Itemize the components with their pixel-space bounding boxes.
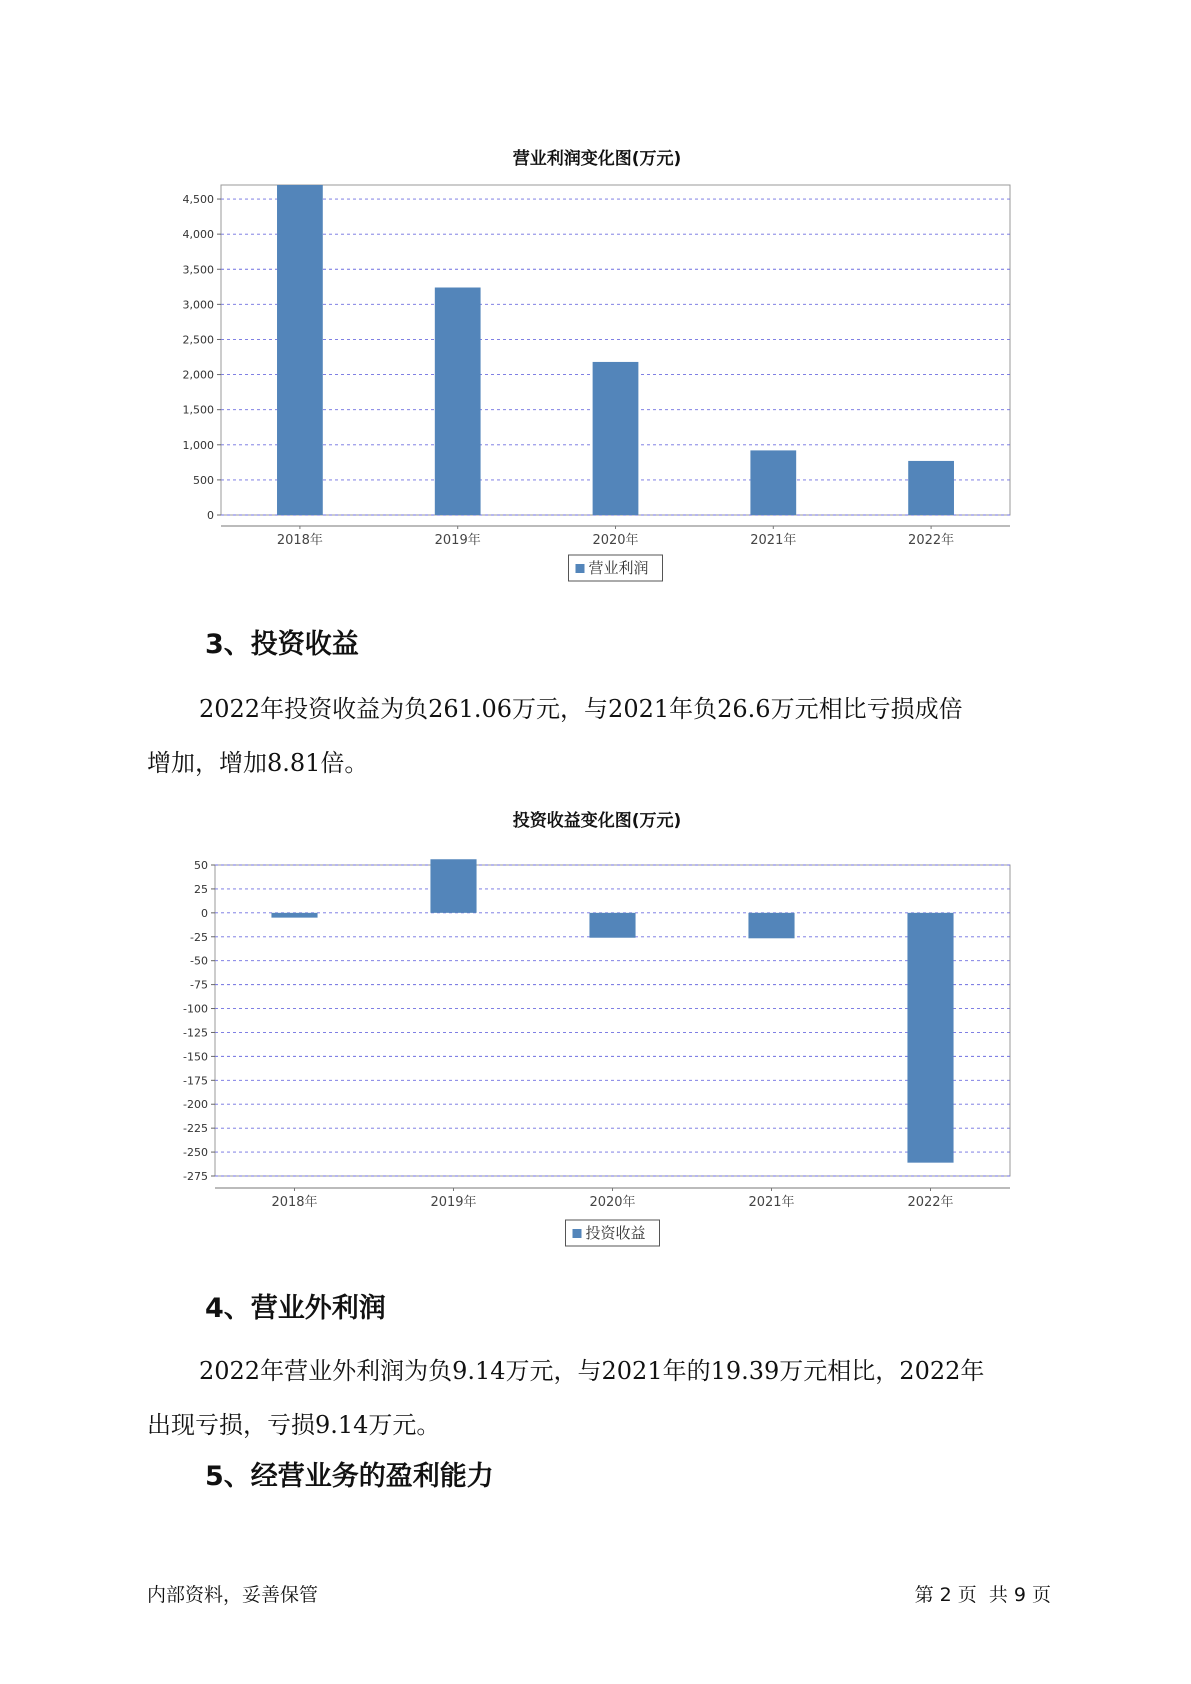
y-tick-label: 500 [193, 473, 214, 487]
section-heading-non-operating-profit: 4、营业外利润 [205, 1293, 386, 1324]
paragraph-line-1: 2022年营业外利润为负9.14万元，与2021年的19.39万元相比，2022年 [199, 1357, 985, 1385]
y-tick-label: 1,500 [182, 403, 214, 417]
bar [750, 450, 796, 515]
y-tick-label: 0 [201, 906, 208, 920]
legend [566, 1220, 660, 1246]
legend-swatch [576, 564, 585, 573]
bar [271, 913, 317, 918]
legend-swatch [573, 1229, 582, 1238]
paragraph-line-1: 2022年投资收益为负261.06万元，与2021年负26.6万元相比亏损成倍 [199, 695, 963, 723]
y-tick-label: -150 [183, 1050, 208, 1064]
bar [908, 461, 954, 515]
y-tick-label: -50 [190, 954, 208, 968]
section-paragraph-non-operating-profit [147, 1344, 1057, 1452]
y-tick-label: 1,000 [182, 438, 214, 452]
bar [907, 913, 953, 1163]
y-tick-label: 2,500 [182, 333, 214, 347]
y-tick-label: 4,000 [182, 228, 214, 242]
section-heading-profitability: 5、经营业务的盈利能力 [205, 1461, 494, 1492]
x-tick-label: 2020年 [592, 533, 639, 548]
y-tick-label: 4,500 [182, 193, 214, 207]
bar [430, 859, 476, 913]
y-tick-label: -25 [190, 930, 208, 944]
y-tick-label: -225 [183, 1122, 208, 1136]
bar [589, 913, 635, 938]
legend [569, 555, 663, 581]
y-tick-label: 0 [207, 509, 214, 522]
y-tick-label: 3,500 [182, 263, 214, 277]
footer-page-number: 第 2 页 共 9 页 [914, 1584, 1051, 1606]
operating-profit-chart [0, 170, 1191, 590]
y-tick-label: -125 [183, 1026, 208, 1040]
bar [748, 913, 794, 938]
legend-label: 营业利润 [588, 559, 649, 577]
y-tick-label: -175 [183, 1074, 208, 1088]
x-tick-label: 2021年 [750, 533, 797, 548]
bar [277, 185, 323, 515]
y-tick-label: 50 [194, 859, 208, 872]
y-tick-label: -200 [183, 1098, 208, 1112]
chart-1-title: 营业利润变化图(万元) [512, 149, 682, 169]
y-tick-label: -75 [190, 978, 208, 992]
y-tick-label: -275 [183, 1170, 208, 1183]
section-heading-investment-income: 3、投资收益 [205, 629, 359, 660]
x-tick-label: 2022年 [908, 533, 955, 548]
y-tick-label: 25 [194, 882, 208, 896]
y-tick-label: -100 [183, 1002, 208, 1016]
x-tick-label: 2020年 [589, 1195, 636, 1210]
bar [593, 362, 639, 515]
y-tick-label: 3,000 [182, 298, 214, 312]
section-paragraph-investment-income [147, 682, 1057, 790]
y-tick-label: 2,000 [182, 368, 214, 382]
x-tick-label: 2021年 [748, 1195, 795, 1210]
x-tick-label: 2018年 [271, 1195, 318, 1210]
x-tick-label: 2018年 [276, 533, 323, 548]
paragraph-line-2: 增加，增加8.81倍。 [147, 749, 369, 777]
plot-area [215, 865, 1010, 1176]
paragraph-line-2: 出现亏损，亏损9.14万元。 [147, 1411, 441, 1439]
footer-confidential-note: 内部资料，妥善保管 [147, 1584, 319, 1606]
investment-income-chart [0, 838, 1191, 1258]
chart-2-title: 投资收益变化图(万元) [512, 811, 682, 831]
legend-label: 投资收益 [585, 1224, 646, 1242]
x-tick-label: 2022年 [907, 1195, 954, 1210]
bar [435, 288, 481, 515]
y-tick-label: -250 [183, 1146, 208, 1160]
x-tick-label: 2019年 [430, 1195, 477, 1210]
x-tick-label: 2019年 [434, 533, 481, 548]
